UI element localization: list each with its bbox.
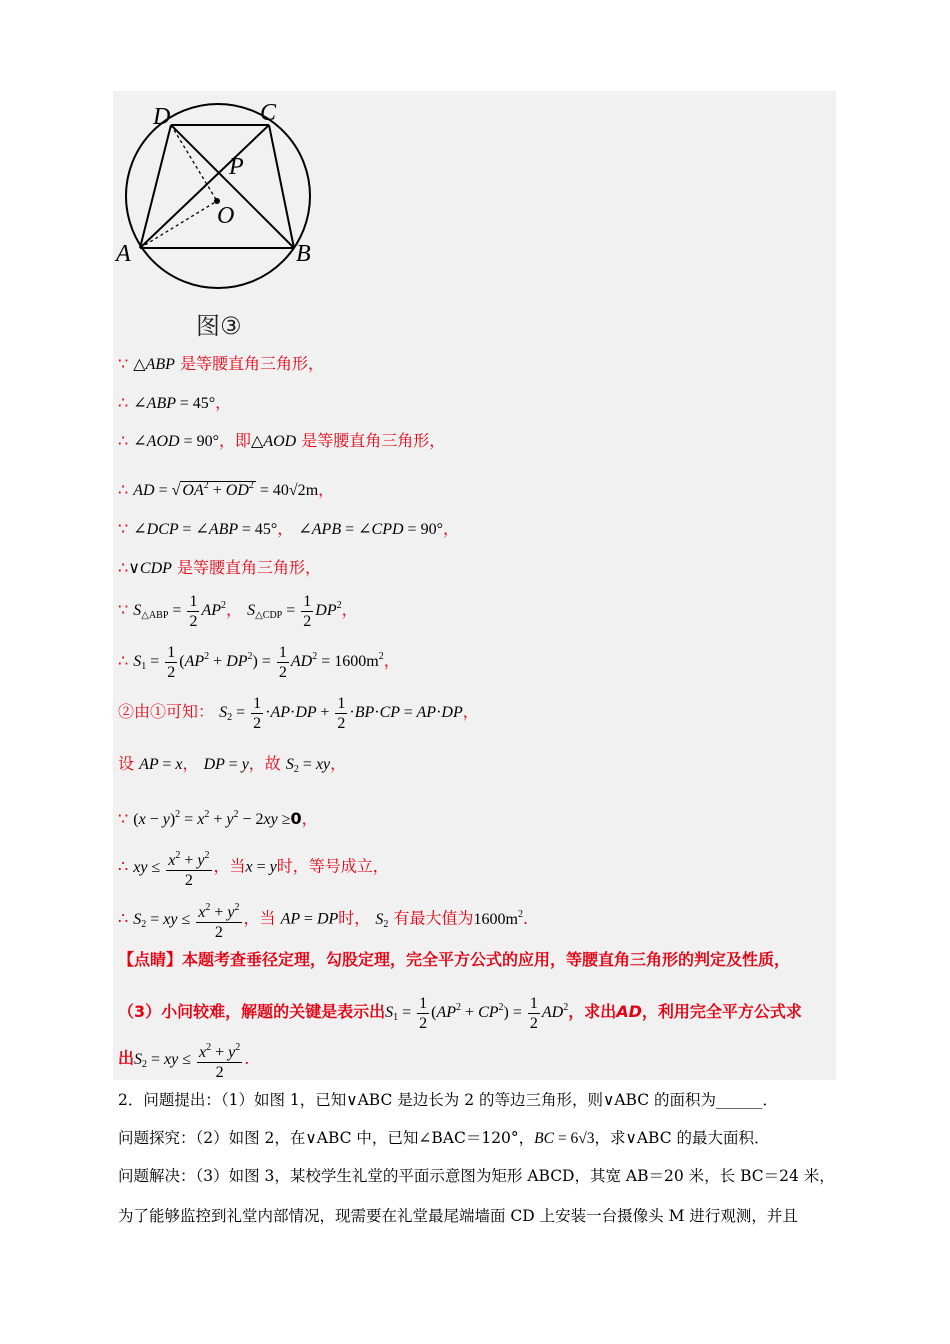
segment-ad bbox=[140, 125, 171, 248]
text-let: 设 bbox=[118, 754, 135, 773]
text-isosceles-1: 是等腰直角三角形， bbox=[180, 354, 325, 373]
figure-caption: 图③ bbox=[196, 312, 242, 340]
text-from-1: ②由①可知： bbox=[118, 702, 215, 722]
question-line-4: 为了能够监控到礼堂内部情况，现需要在礼堂最尾端墙面 CD 上安装一台摄像头 M 进行观测，并且 bbox=[118, 1207, 798, 1225]
question-2b: ，求∨ABC 的最大面积． bbox=[594, 1129, 770, 1147]
note-find: ，求出 bbox=[568, 1002, 617, 1022]
question-line-2: 问题探究：（2）如图 2，在∨ABC 中，已知∠BAC＝120°，BC = 6√3，求∨ABC 的最大面积． bbox=[118, 1129, 770, 1147]
note-line-2: （3）小问较难，解题的关键是表示出$S_1$ = $\frac{1}{2}$ $(AP^2 + CP^2)$ = $\frac{1}{2}$ $AD^2$，求出AD，利用完全平方公式求 bbox=[118, 995, 802, 1032]
label-c: C bbox=[260, 100, 277, 126]
text-therefore: ，故 bbox=[248, 754, 281, 773]
text-when-2: ，当 bbox=[243, 908, 276, 928]
text-max: 有最大值为 bbox=[393, 908, 474, 928]
solution-line-13: ∴ $S_2$ = xy ≤ $\frac{x^2 + y^2}{2}$ ，当 AP = DP时， $S_2$ 有最大值为$1600m^2$． bbox=[118, 898, 539, 942]
text-equality: 时，等号成立， bbox=[276, 856, 389, 876]
note-out: 出 bbox=[118, 1048, 135, 1068]
note-body: 本题考查垂径定理，勾股定理，完全平方公式的应用，等腰直角三角形的判定及性质， bbox=[182, 950, 791, 969]
note-tag: 【点睛】 bbox=[118, 950, 183, 969]
note-line-3: 出$S_2$ = xy ≤ $\frac{x^2 + y^2}{2}$ ． bbox=[118, 1038, 260, 1082]
area-value: 1600m bbox=[334, 653, 379, 671]
solution-line-3: ∴ ∠AOD = 90°，即△AOD 是等腰直角三角形， bbox=[118, 431, 446, 450]
label-b: B bbox=[296, 241, 311, 267]
segment-cb bbox=[269, 125, 294, 248]
label-p: P bbox=[229, 154, 244, 180]
note-line-1 bbox=[118, 950, 790, 970]
solution-line-9: ②由①可知： $S_2$ = $\frac{1}{2}$ ·AP·DP + $\frac{1}{2}$ ·BP·CP = AP·DP， bbox=[118, 695, 479, 732]
solution-line-10: 设 AP = x， DP = y，故 $S_2$ = xy， bbox=[118, 754, 347, 775]
solution-line-7: ∵ $S_{\triangle ABP}$ = $\frac{1}{2}$ $AP^2$， $S_{\triangle CDP}$ = $\frac{1}{2}$ $DP^2$， bbox=[118, 593, 358, 630]
solution-line-6: ∴∨CDP 是等腰直角三角形， bbox=[118, 558, 322, 577]
unit-m: m bbox=[305, 482, 319, 499]
label-o: O bbox=[217, 203, 235, 229]
question-line-3: 问题解决：（3）如图 3，某校学生礼堂的平面示意图为矩形 ABCD，其宽 AB＝20 米，长 BC＝24 米， bbox=[118, 1167, 835, 1185]
solution-line-2: ∴ ∠ABP = 45°， bbox=[118, 393, 232, 412]
solution-line-4: ∴ AD = √ $OA^2 + OD^2 = 40√2m$， bbox=[118, 480, 335, 499]
text-that-is: ，即 bbox=[218, 431, 251, 450]
solution-line-5: ∵ ∠DCP = ∠ABP = 45°， ∠APB = ∠CPD = 90°， bbox=[118, 519, 459, 538]
solution-line-11: ∵ $(x - y)^2 = x^2 + y^2 - 2xy \ge 0$， bbox=[118, 809, 318, 828]
segment-ao bbox=[140, 201, 217, 248]
max-value: 1600m bbox=[473, 910, 518, 928]
solution-line-1: ∵ △ABP 是等腰直角三角形， bbox=[118, 354, 325, 373]
label-a: A bbox=[116, 241, 131, 267]
text-isosceles-6: 是等腰直角三角形， bbox=[177, 558, 322, 577]
segment-db bbox=[171, 125, 294, 248]
note-ad: AD bbox=[616, 1002, 642, 1022]
note-use: ，利用完全平方公式求 bbox=[641, 1002, 802, 1022]
note-part3: （3）小问较难，解题的关键是表示出 bbox=[118, 1002, 386, 1022]
solution-line-12: ∴ xy ≤ $\frac{x^2 + y^2}{2}$ ，当x = y时，等号成立， bbox=[118, 846, 389, 890]
question-line-1: 2．问题提出：（1）如图 1，已知∨ABC 是边长为 2 的等边三角形，则∨ABC 的面积为______． bbox=[118, 1091, 778, 1109]
circle-figure bbox=[113, 98, 323, 298]
label-d: D bbox=[153, 104, 171, 130]
text-isosceles-3: 是等腰直角三角形， bbox=[301, 431, 446, 450]
text-when-3: 时， bbox=[338, 908, 371, 928]
segment-ac bbox=[140, 125, 269, 248]
text-when: ，当 bbox=[213, 856, 246, 876]
solution-line-8: ∴ $S_1$ = $\frac{1}{2}$ $(AP^2 + DP^2)$ = $\frac{1}{2}$ $AD^2 = 1600m^2$， bbox=[118, 644, 400, 681]
question-2a: 问题探究：（2）如图 2，在∨ABC 中，已知∠BAC＝120°， bbox=[118, 1129, 535, 1147]
